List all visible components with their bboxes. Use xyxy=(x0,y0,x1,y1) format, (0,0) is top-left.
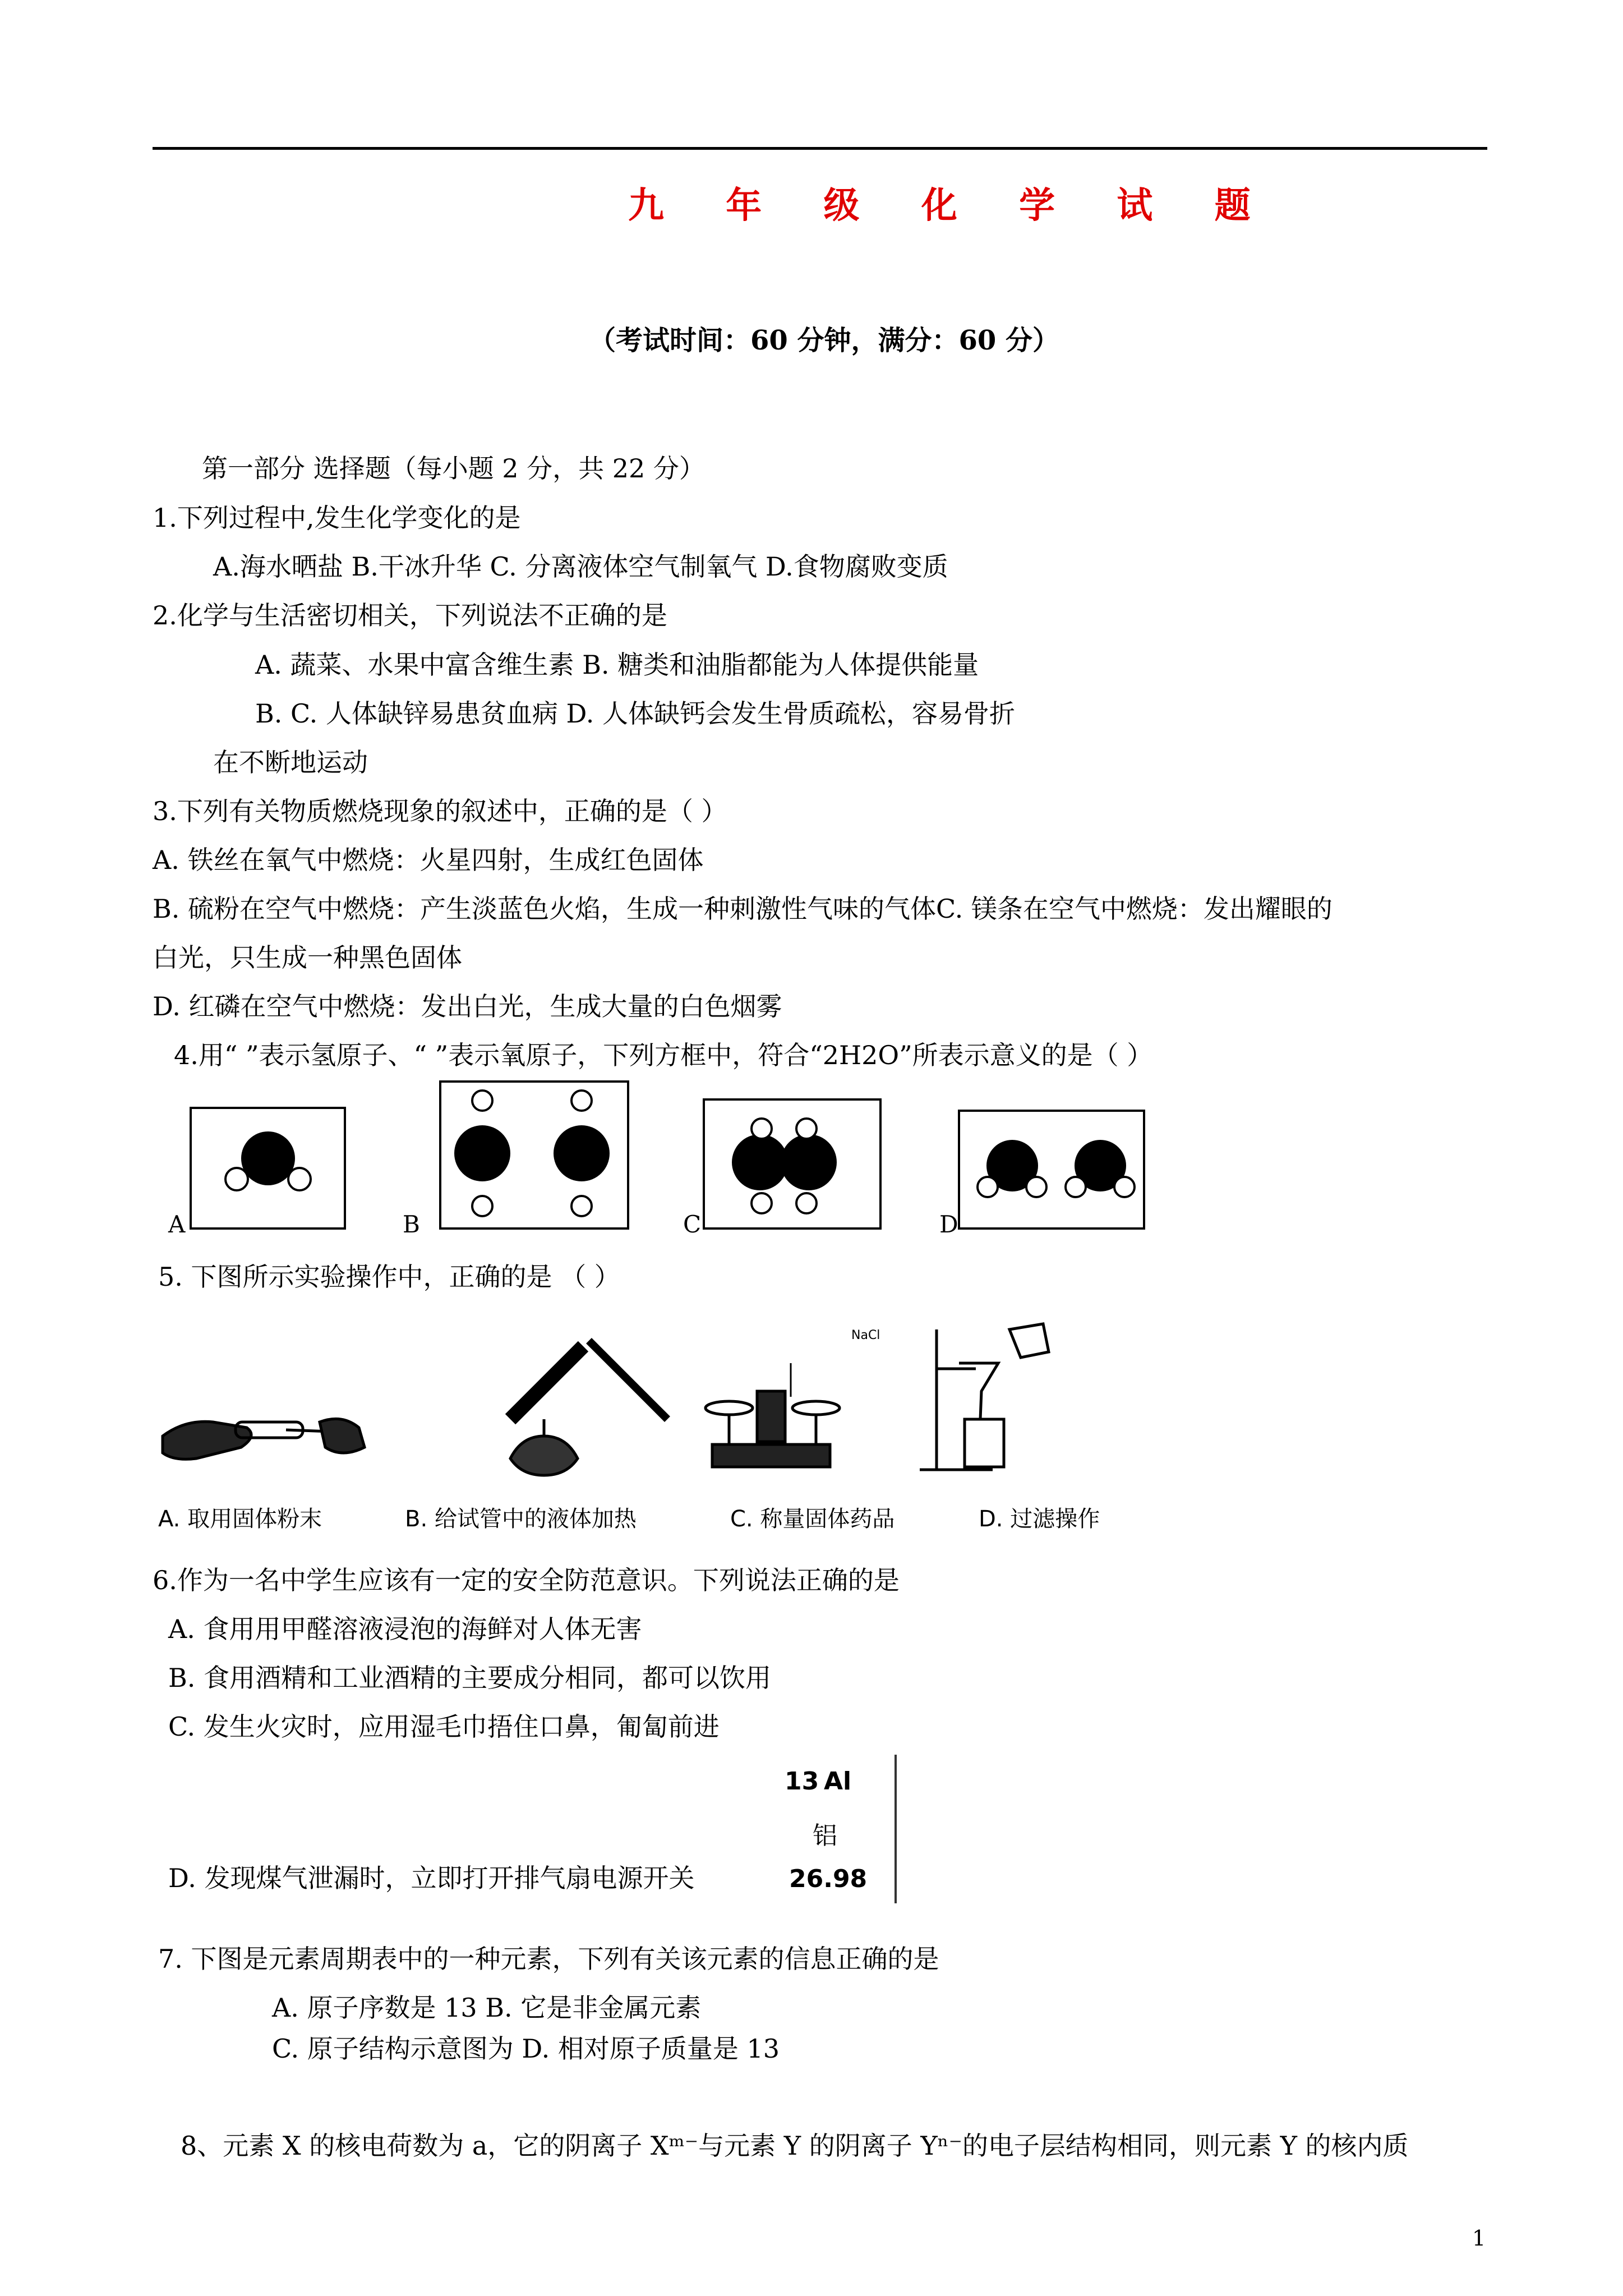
q8-stem: 8、元素 X 的核电荷数为 a，它的阴离子 Xᵐ⁻与元素 Y 的阴离子 Yⁿ⁻的电子层结构相同，则元素 Y 的核内质 xyxy=(181,2131,1409,2161)
q2-stem: 2.化学与生活密切相关，下列说法不正确的是 xyxy=(153,600,667,631)
q6-option-a: A. 食用用甲醛溶液浸泡的海鲜对人体无害 xyxy=(168,1614,642,1644)
q6-option-d: D. 发现煤气泄漏时，立即打开排气扇电源开关 xyxy=(168,1863,695,1893)
header-rule xyxy=(153,147,1487,150)
q2-options-2: B. C. 人体缺锌易患贫血病 D. 人体缺钙会发生骨质疏松，容易骨折 xyxy=(255,698,1015,729)
exam-info: （考试时间：60 分钟，满分：60 分） xyxy=(589,325,1060,356)
q6-option-c: C. 发生火灾时，应用湿毛巾捂住口鼻，匍匐前进 xyxy=(168,1711,720,1742)
element-name: 铝 xyxy=(813,1821,837,1850)
q2-options-1: A. 蔬菜、水果中富含维生素 B. 糖类和油脂都能为人体提供能量 xyxy=(255,650,979,680)
q2-options-3: 在不断地运动 xyxy=(213,747,368,777)
q6-option-b: B. 食用酒精和工业酒精的主要成分相同，都可以饮用 xyxy=(168,1663,772,1693)
q4-label-c: C xyxy=(683,1211,702,1238)
page-title: 九 年 级 化 学 试 题 xyxy=(628,185,1275,227)
q5-caption-a: A. 取用固体粉末 xyxy=(158,1506,322,1532)
q5-fig-balance xyxy=(706,1363,840,1467)
q7-stem: 7. 下图是元素周期表中的一种元素，下列有关该元素的信息正确的是 xyxy=(158,1944,939,1974)
element-mass: 26.98 xyxy=(789,1865,868,1893)
q4-molecule-diagrams xyxy=(168,1077,1346,1245)
q3-option-b-cont: 白光，只生成一种黑色固体 xyxy=(153,942,462,973)
q4-label-b: B xyxy=(403,1211,420,1238)
q4-box-d xyxy=(959,1111,1144,1228)
section-heading: 第一部分 选择题（每小题 2 分，共 22 分） xyxy=(202,453,705,484)
q4-box-a xyxy=(191,1108,345,1228)
q7-options-2: C. 原子结构示意图为 D. 相对原子质量是 13 xyxy=(272,2033,780,2064)
q3-option-b: B. 硫粉在空气中燃烧：产生淡蓝色火焰，生成一种刺激性气味的气体C. 镁条在空气中燃烧：发出耀眼的 xyxy=(153,894,1332,924)
q3-stem: 3.下列有关物质燃烧现象的叙述中，正确的是（ ） xyxy=(153,796,727,826)
element-number: 13 xyxy=(785,1767,819,1796)
q4-box-c xyxy=(704,1099,880,1228)
q4-box-b xyxy=(440,1082,628,1228)
q3-option-a: A. 铁丝在氧气中燃烧：火星四射，生成红色固体 xyxy=(153,845,704,875)
q5-lab-figures xyxy=(151,1307,1133,1509)
q5-fig-filtration xyxy=(920,1324,1049,1470)
q3-option-d: D. 红磷在空气中燃烧：发出白光，生成大量的白色烟雾 xyxy=(153,991,782,1022)
q5-fig-powder xyxy=(163,1419,365,1459)
q5-caption-d: D. 过滤操作 xyxy=(979,1506,1100,1532)
q4-label-d: D xyxy=(939,1211,958,1238)
q5-caption-b: B. 给试管中的液体加热 xyxy=(405,1506,637,1532)
q4-stem: 4.用“ ”表示氢原子、“ ”表示氧原子，下列方框中，符合“2H2O”所表示意义的是（ ） xyxy=(174,1040,1153,1070)
q7-options-1: A. 原子序数是 13 B. 它是非金属元素 xyxy=(272,1993,702,2023)
element-card-aluminium xyxy=(777,1755,897,1903)
q5-caption-c: C. 称量固体药品 xyxy=(730,1506,895,1532)
page-number: 1 xyxy=(1472,2226,1486,2251)
q4-label-a: A xyxy=(168,1211,186,1238)
element-symbol: Al xyxy=(824,1767,852,1796)
nacl-label: NaCl xyxy=(851,1328,880,1342)
q5-stem: 5. 下图所示实验操作中，正确的是 （ ） xyxy=(158,1262,620,1292)
q1-stem: 1.下列过程中,发生化学变化的是 xyxy=(153,503,521,533)
q1-options: A.海水晒盐 B.干冰升华 C. 分离液体空气制氧气 D.食物腐败变质 xyxy=(213,551,948,582)
q5-fig-heating xyxy=(510,1341,667,1475)
q6-stem: 6.作为一名中学生应该有一定的安全防范意识。下列说法正确的是 xyxy=(153,1565,900,1595)
